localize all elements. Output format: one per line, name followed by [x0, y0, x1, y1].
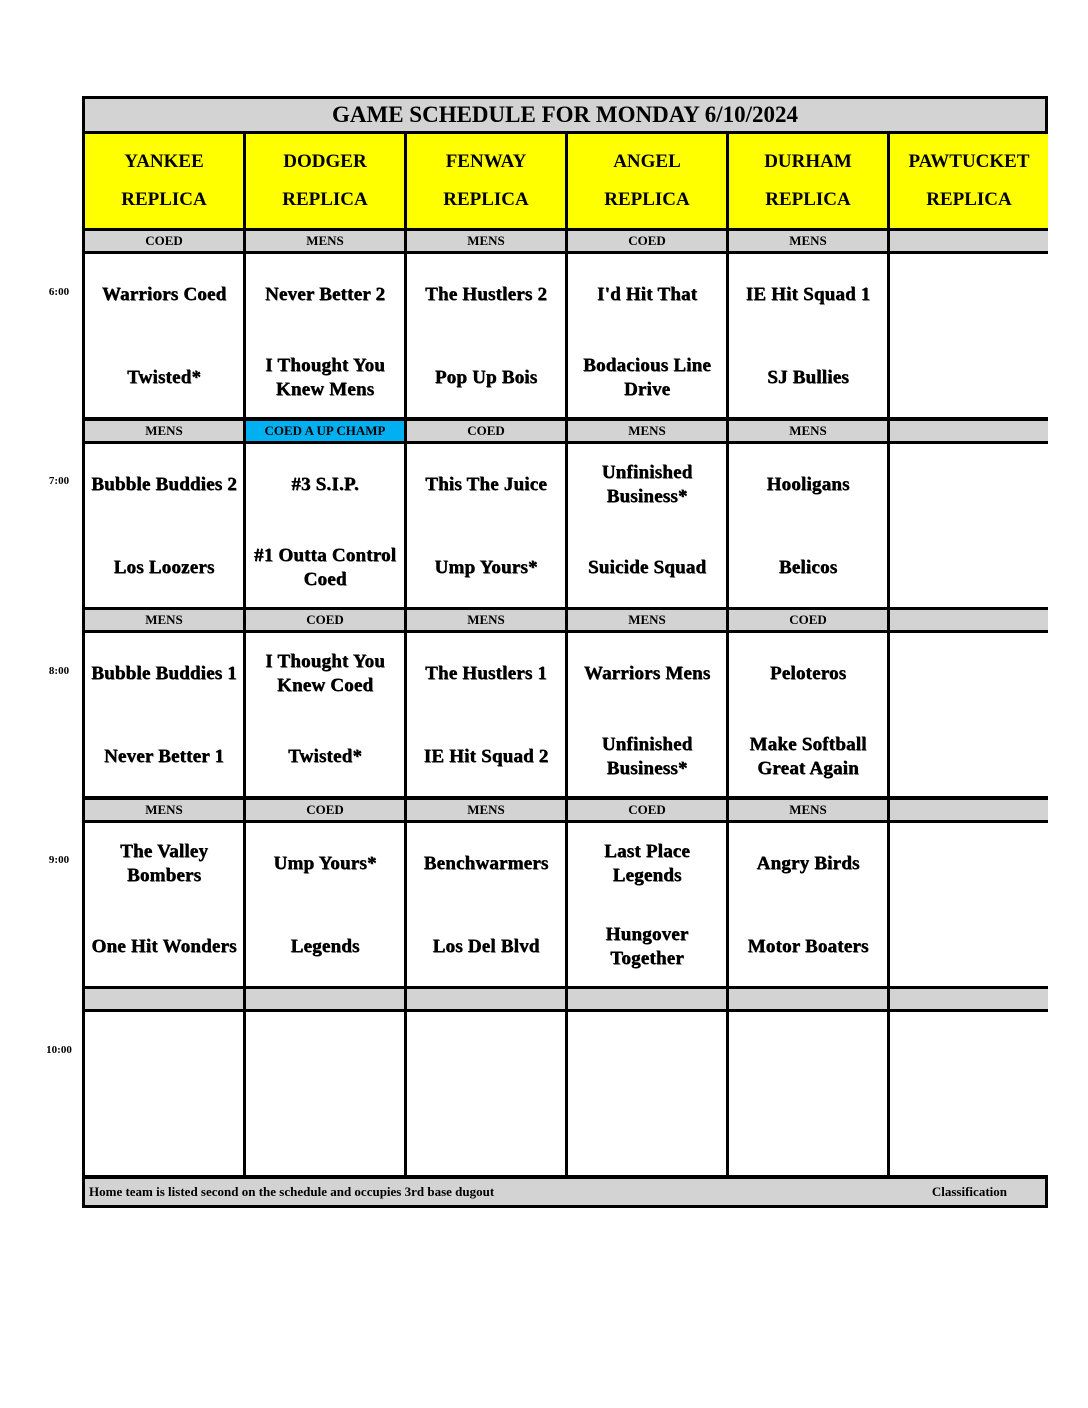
- home-team: [568, 1105, 726, 1167]
- home-team: [729, 1105, 887, 1167]
- classification-cell: [85, 989, 243, 1009]
- game-cell: [729, 633, 887, 796]
- field-name: FENWAY: [445, 150, 527, 172]
- game-cell: [246, 633, 404, 796]
- field-name: ANGEL: [613, 150, 681, 172]
- field-name: DODGER: [283, 150, 367, 172]
- game-cell: [407, 1012, 565, 1175]
- away-team: Bubble Buddies 2: [91, 474, 237, 495]
- away-team: Ump Yours*: [273, 853, 377, 874]
- classification-cell: [729, 989, 887, 1009]
- home-team: Bodacious Line Drive: [583, 355, 711, 400]
- away-team: [890, 643, 1048, 705]
- away-team: [85, 1022, 243, 1084]
- game-cell: [568, 254, 726, 417]
- classification-cell: COED: [729, 610, 887, 630]
- away-team: [890, 454, 1048, 516]
- away-team: Bubble Buddies 1: [91, 663, 237, 684]
- field-subtitle: REPLICA: [121, 189, 207, 211]
- game-cell: [407, 254, 565, 417]
- field-name: YANKEE: [124, 150, 204, 172]
- home-team: Pop Up Bois: [434, 367, 538, 388]
- home-team: Motor Boaters: [747, 936, 869, 957]
- classification-cell: COED: [246, 800, 404, 820]
- game-cell: [85, 254, 243, 417]
- away-team: IE Hit Squad 1: [745, 284, 871, 305]
- game-cell: [85, 1012, 243, 1175]
- classification-cell: MENS: [407, 231, 565, 251]
- time-label: 7:00: [48, 475, 70, 487]
- field-name: PAWTUCKET: [908, 150, 1030, 172]
- classification-cell: COED: [407, 421, 565, 441]
- away-team: I'd Hit That: [596, 284, 698, 305]
- away-team: This The Juice: [425, 474, 547, 495]
- classification-cell: MENS: [407, 800, 565, 820]
- away-team: Unfinished Business*: [601, 462, 693, 507]
- home-team: [246, 1105, 404, 1167]
- home-team: Suicide Squad: [587, 557, 707, 578]
- game-cell: [85, 444, 243, 607]
- field-name: DURHAM: [764, 150, 852, 172]
- home-team: [890, 537, 1048, 599]
- away-team: Warriors Coed: [101, 284, 227, 305]
- home-team: Legends: [290, 936, 360, 957]
- game-cell: [85, 633, 243, 796]
- schedule-title: GAME SCHEDULE FOR MONDAY 6/10/2024: [85, 99, 1045, 131]
- game-cell: [85, 823, 243, 986]
- away-team: The Valley Bombers: [119, 841, 209, 886]
- home-team: [85, 1105, 243, 1167]
- classification-cell: [890, 610, 1048, 630]
- game-cell: [890, 633, 1048, 796]
- away-team: [890, 833, 1048, 895]
- classification-cell: MENS: [568, 421, 726, 441]
- field-subtitle: REPLICA: [604, 189, 690, 211]
- field-header-angel: [568, 134, 726, 228]
- field-header-yankee: [85, 134, 243, 228]
- away-team: [246, 1022, 404, 1084]
- game-cell: [246, 1012, 404, 1175]
- classification-cell: MENS: [407, 610, 565, 630]
- classification-cell: [890, 989, 1048, 1009]
- away-team: [890, 264, 1048, 326]
- game-cell: [246, 444, 404, 607]
- classification-cell: [890, 421, 1048, 441]
- game-cell: [246, 254, 404, 417]
- away-team: [568, 1022, 726, 1084]
- home-team: [890, 726, 1048, 788]
- classification-cell: [890, 231, 1048, 251]
- game-cell: [568, 633, 726, 796]
- game-cell: [729, 1012, 887, 1175]
- away-team: #3 S.I.P.: [291, 474, 359, 495]
- home-team: Hungover Together: [605, 924, 689, 969]
- home-team: One Hit Wonders: [91, 936, 237, 957]
- classification-cell: MENS: [85, 421, 243, 441]
- game-cell: [246, 823, 404, 986]
- field-subtitle: REPLICA: [443, 189, 529, 211]
- away-team: Angry Birds: [756, 853, 860, 874]
- away-team: Hooligans: [766, 474, 850, 495]
- game-cell: [568, 823, 726, 986]
- home-team: #1 Outta Control Coed: [253, 545, 397, 590]
- time-label: 9:00: [48, 854, 70, 866]
- classification-cell: MENS: [729, 421, 887, 441]
- home-team: [407, 1105, 565, 1167]
- home-team: SJ Bullies: [767, 367, 849, 388]
- classification-cell: MENS: [85, 610, 243, 630]
- classification-cell: MENS: [729, 231, 887, 251]
- field-header-pawtucket: [890, 134, 1048, 228]
- classification-cell: [407, 989, 565, 1009]
- away-team: Last Place Legends: [604, 841, 690, 886]
- classification-cell: COED: [568, 231, 726, 251]
- classification-cell: MENS: [568, 610, 726, 630]
- classification-cell: MENS: [729, 800, 887, 820]
- field-subtitle: REPLICA: [765, 189, 851, 211]
- home-team: Belicos: [778, 557, 838, 578]
- classification-cell: COED A UP CHAMP: [246, 421, 404, 441]
- game-cell: [568, 444, 726, 607]
- time-label: 6:00: [48, 286, 70, 298]
- home-team: Unfinished Business*: [601, 734, 693, 779]
- schedule-table: [82, 96, 1048, 1208]
- away-team: Peloteros: [769, 663, 847, 684]
- home-team: Never Better 1: [103, 746, 225, 767]
- game-cell: [407, 633, 565, 796]
- home-team: Los Loozers: [113, 557, 215, 578]
- game-cell: [407, 823, 565, 986]
- home-team: [890, 916, 1048, 978]
- field-subtitle: REPLICA: [282, 189, 368, 211]
- away-team: I Thought You Knew Coed: [265, 651, 385, 696]
- game-cell: [729, 823, 887, 986]
- away-team: [407, 1022, 565, 1084]
- away-team: [729, 1022, 887, 1084]
- game-cell: [568, 1012, 726, 1175]
- home-team: Make Softball Great Again: [749, 734, 867, 779]
- game-cell: [890, 823, 1048, 986]
- classification-cell: [890, 800, 1048, 820]
- away-team: Warriors Mens: [583, 663, 711, 684]
- game-cell: [890, 1012, 1048, 1175]
- classification-cell: MENS: [85, 800, 243, 820]
- classification-cell: MENS: [246, 231, 404, 251]
- home-team: Twisted*: [126, 367, 202, 388]
- home-team: [890, 1105, 1048, 1167]
- home-team: Ump Yours*: [434, 557, 538, 578]
- away-team: Never Better 2: [264, 284, 386, 305]
- classification-cell: COED: [568, 800, 726, 820]
- time-label: 10:00: [46, 1044, 72, 1056]
- away-team: [890, 1022, 1048, 1084]
- game-cell: [729, 254, 887, 417]
- field-subtitle: REPLICA: [926, 189, 1012, 211]
- field-header-dodger: [246, 134, 404, 228]
- game-cell: [890, 444, 1048, 607]
- home-team: Los Del Blvd: [432, 936, 540, 957]
- home-team: I Thought You Knew Mens: [265, 355, 385, 400]
- away-team: The Hustlers 2: [424, 284, 548, 305]
- classification-cell: COED: [85, 231, 243, 251]
- classification-cell: COED: [246, 610, 404, 630]
- time-label: 8:00: [48, 665, 70, 677]
- field-header-durham: [729, 134, 887, 228]
- footer: [85, 1179, 1045, 1205]
- footer-classification-label: Classification: [931, 1184, 1007, 1199]
- field-header-fenway: [407, 134, 565, 228]
- classification-cell: [246, 989, 404, 1009]
- home-team: IE Hit Squad 2: [423, 746, 549, 767]
- classification-cell: [568, 989, 726, 1009]
- game-cell: [407, 444, 565, 607]
- game-cell: [890, 254, 1048, 417]
- away-team: Benchwarmers: [423, 853, 549, 874]
- game-cell: [729, 444, 887, 607]
- home-team: Twisted*: [287, 746, 363, 767]
- away-team: The Hustlers 1: [424, 663, 548, 684]
- footer-note: Home team is listed second on the schedule and occupies 3rd base dugout: [89, 1184, 495, 1199]
- home-team: [890, 347, 1048, 409]
